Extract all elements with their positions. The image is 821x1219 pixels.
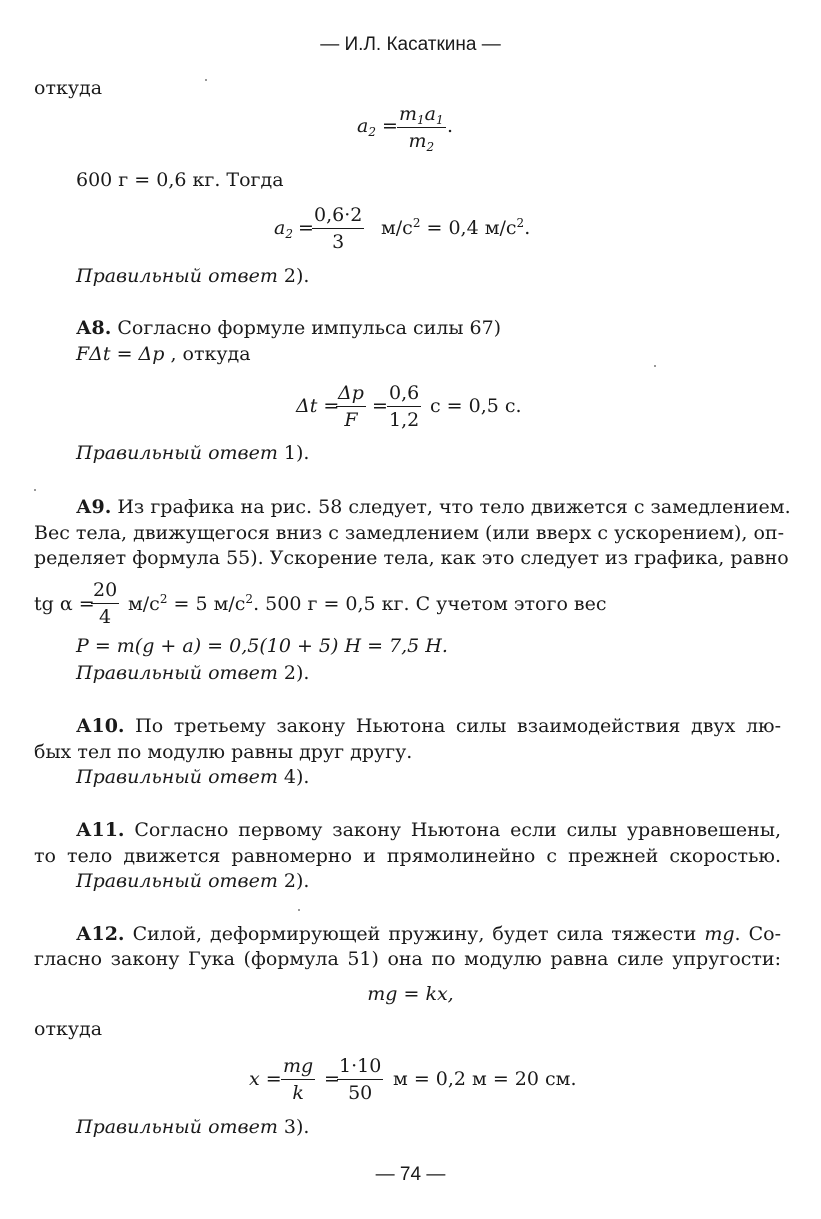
text-line: откуда <box>34 77 103 99</box>
a9-line-3: ределяет формула 55). Ускорение тела, как это следует из графика, равно <box>34 547 789 569</box>
a9-line-1: А9. Из графика на рис. 58 следует, что тело движется с замедлением. <box>76 496 791 518</box>
answer-line: Правильный ответ 2). <box>76 870 310 892</box>
answer-line: Правильный ответ 1). <box>76 442 310 464</box>
running-header: — И.Л. Касаткина — <box>320 34 501 55</box>
a11-line-1: А11. Согласно первому закону Ньютона если силы уравновешены, <box>76 819 781 841</box>
fraction: $\frac{\Delta p}{F}$ <box>338 382 364 431</box>
scan-speck <box>654 365 656 367</box>
a12-line-2: гласно закону Гука (формула 51) она по модулю равна силе упругости: <box>34 948 781 970</box>
formula-hooke: mg = kx, <box>367 983 454 1005</box>
scan-speck <box>34 489 36 491</box>
a10-line-2: бых тел по модулю равны друг другу. <box>34 741 413 763</box>
page-number: — 74 — <box>375 1164 446 1185</box>
answer-line: Правильный ответ 2). <box>76 662 310 684</box>
a9-line-2: Вес тела, движущегося вниз с замедлением (или вверх с ускорением), оп- <box>34 522 785 544</box>
text-line: откуда <box>34 1018 103 1040</box>
fraction: $\frac{m_1a_1}{m_2}$ <box>399 103 444 154</box>
fraction: $\frac{0,6}{1,2}$ <box>389 382 420 431</box>
a8-heading-line: А8. Согласно формуле импульса силы 67) <box>76 317 502 339</box>
answer-line: Правильный ответ 2). <box>76 265 310 287</box>
a10-line-1: А10. По третьему закону Ньютона силы взаимодействия двух лю- <box>76 715 781 737</box>
answer-line: Правильный ответ 4). <box>76 766 310 788</box>
scan-speck <box>205 79 207 81</box>
fraction: $\frac{20}{4}$ <box>93 579 118 628</box>
text-line: 600 г = 0,6 кг. Тогда <box>76 169 284 191</box>
fraction: $\frac{1\cdot 10}{50}$ <box>339 1055 382 1104</box>
fraction: $\frac{mg}{k}$ <box>283 1055 314 1104</box>
fraction: $\frac{0,6\cdot 2}{3}$ <box>314 204 363 253</box>
a12-line-1: А12. Силой, деформирующей пружину, будет сила тяжести mg. Со- <box>76 923 782 945</box>
a11-line-2: то тело движется равномерно и прямолинейно с прежней скоростью. <box>34 845 781 867</box>
formula-weight: P = m(g + a) = 0,5(10 + 5) Н = 7,5 Н. <box>76 635 448 657</box>
text-line: FΔt = Δp , откуда <box>76 343 251 365</box>
scan-speck <box>298 909 300 911</box>
answer-line: Правильный ответ 3). <box>76 1116 310 1138</box>
